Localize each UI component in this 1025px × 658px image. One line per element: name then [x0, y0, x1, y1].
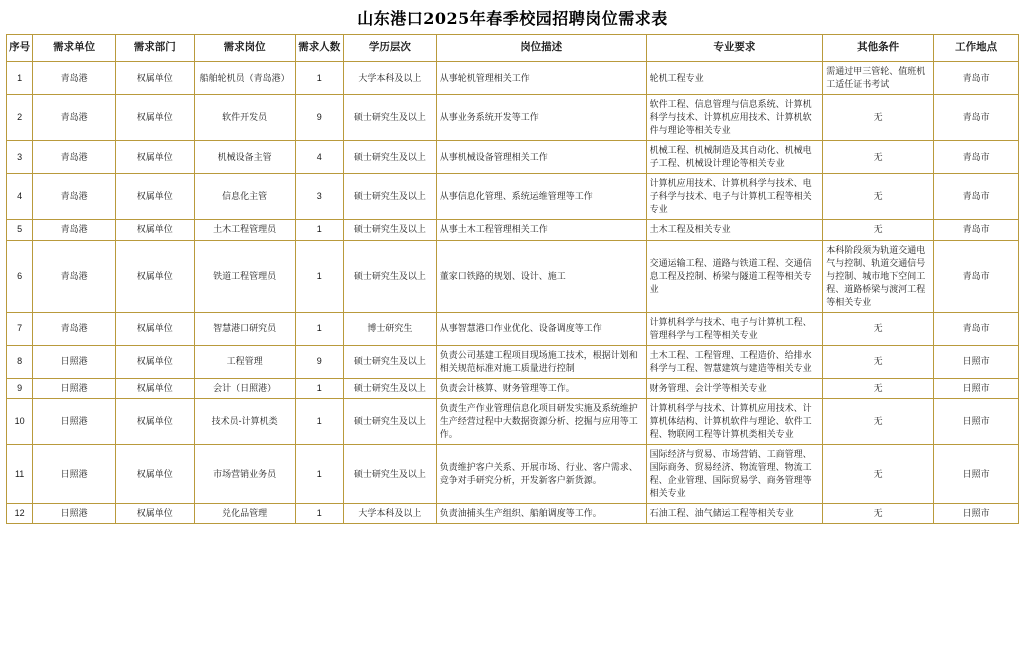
- cell-seq: 3: [7, 141, 33, 174]
- column-header-dept: 需求部门: [115, 35, 194, 62]
- cell-seq: 1: [7, 62, 33, 95]
- cell-seq: 8: [7, 345, 33, 378]
- table-row: [7, 141, 1019, 174]
- cell-seq: 11: [7, 445, 33, 504]
- table-row: [7, 445, 1019, 504]
- cell-unit: 日照港: [33, 504, 116, 524]
- cell-major: 国际经济与贸易、市场营销、工商管理、国际商务、贸易经济、物流管理、物流工程、企业管理、国际贸易学、商务管理等相关专业: [646, 445, 823, 504]
- cell-major: 石油工程、油气储运工程等相关专业: [646, 504, 823, 524]
- cell-desc: 从事信息化管理、系统运维管理等工作: [436, 174, 646, 220]
- cell-dept: 权属单位: [115, 240, 194, 312]
- cell-unit: 青岛港: [33, 220, 116, 240]
- cell-dept: 权属单位: [115, 174, 194, 220]
- cell-dept: 权属单位: [115, 141, 194, 174]
- cell-num: 9: [295, 95, 343, 141]
- cell-desc: 从事土木工程管理相关工作: [436, 220, 646, 240]
- cell-dept: 权属单位: [115, 445, 194, 504]
- cell-post: 市场营销业务员: [194, 445, 295, 504]
- table-header-row: [7, 35, 1019, 62]
- cell-post: 软件开发员: [194, 95, 295, 141]
- column-header-seq: 序号: [7, 35, 33, 62]
- table-row: [7, 62, 1019, 95]
- cell-dept: 权属单位: [115, 312, 194, 345]
- cell-post: 船舶轮机员（青岛港）: [194, 62, 295, 95]
- recruitment-requirements-table: [6, 34, 1019, 524]
- cell-other: 无: [823, 174, 934, 220]
- cell-num: 1: [295, 378, 343, 398]
- table-body: [7, 62, 1019, 524]
- table-row: [7, 220, 1019, 240]
- cell-dept: 权属单位: [115, 62, 194, 95]
- cell-seq: 6: [7, 240, 33, 312]
- cell-major: 土木工程、工程管理、工程造价、给排水科学与工程、智慧建筑与建造等相关专业: [646, 345, 823, 378]
- cell-desc: 从事业务系统开发等工作: [436, 95, 646, 141]
- cell-seq: 10: [7, 398, 33, 444]
- cell-seq: 9: [7, 378, 33, 398]
- table-row: [7, 174, 1019, 220]
- table-row: [7, 95, 1019, 141]
- column-header-post: 需求岗位: [194, 35, 295, 62]
- cell-unit: 日照港: [33, 378, 116, 398]
- cell-post: 兑化品管理: [194, 504, 295, 524]
- cell-other: 无: [823, 504, 934, 524]
- cell-unit: 日照港: [33, 398, 116, 444]
- cell-edu: 硕士研究生及以上: [343, 398, 436, 444]
- cell-edu: 硕士研究生及以上: [343, 174, 436, 220]
- cell-other: 无: [823, 95, 934, 141]
- cell-num: 1: [295, 240, 343, 312]
- cell-unit: 日照港: [33, 345, 116, 378]
- cell-unit: 青岛港: [33, 62, 116, 95]
- cell-major: 机械工程、机械制造及其自动化、机械电子工程、机械设计理论等相关专业: [646, 141, 823, 174]
- cell-place: 日照市: [934, 345, 1019, 378]
- cell-place: 青岛市: [934, 312, 1019, 345]
- cell-num: 1: [295, 62, 343, 95]
- cell-dept: 权属单位: [115, 345, 194, 378]
- cell-num: 9: [295, 345, 343, 378]
- cell-other: 无: [823, 378, 934, 398]
- cell-edu: 硕士研究生及以上: [343, 95, 436, 141]
- cell-place: 日照市: [934, 378, 1019, 398]
- cell-desc: 负责生产作业管理信息化项目研发实施及系统维护生产经营过程中大数据资源分析、挖掘与应用等工作。: [436, 398, 646, 444]
- cell-edu: 博士研究生: [343, 312, 436, 345]
- cell-other: 无: [823, 312, 934, 345]
- cell-seq: 5: [7, 220, 33, 240]
- cell-desc: 董家口铁路的规划、设计、施工: [436, 240, 646, 312]
- cell-other: 无: [823, 345, 934, 378]
- cell-desc: 从事轮机管理相关工作: [436, 62, 646, 95]
- cell-dept: 权属单位: [115, 378, 194, 398]
- cell-place: 日照市: [934, 504, 1019, 524]
- cell-dept: 权属单位: [115, 220, 194, 240]
- cell-major: 计算机科学与技术、计算机应用技术、计算机体结构、计算机软件与理论、软件工程、物联网工程等计算机类相关专业: [646, 398, 823, 444]
- cell-edu: 硕士研究生及以上: [343, 378, 436, 398]
- cell-place: 青岛市: [934, 220, 1019, 240]
- table-row: [7, 378, 1019, 398]
- cell-major: 计算机应用技术、计算机科学与技术、电子科学与技术、电子与计算机工程等相关专业: [646, 174, 823, 220]
- cell-desc: 负责油捕头生产组织、船舶调度等工作。: [436, 504, 646, 524]
- cell-other: 无: [823, 141, 934, 174]
- cell-edu: 大学本科及以上: [343, 62, 436, 95]
- cell-place: 青岛市: [934, 141, 1019, 174]
- cell-num: 1: [295, 398, 343, 444]
- cell-unit: 日照港: [33, 445, 116, 504]
- cell-dept: 权属单位: [115, 398, 194, 444]
- cell-place: 青岛市: [934, 95, 1019, 141]
- cell-seq: 2: [7, 95, 33, 141]
- cell-post: 技术员-计算机类: [194, 398, 295, 444]
- column-header-other: 其他条件: [823, 35, 934, 62]
- table-row: [7, 345, 1019, 378]
- cell-place: 日照市: [934, 445, 1019, 504]
- cell-edu: 硕士研究生及以上: [343, 445, 436, 504]
- cell-place: 青岛市: [934, 174, 1019, 220]
- cell-major: 计算机科学与技术、电子与计算机工程、管理科学与工程等相关专业: [646, 312, 823, 345]
- cell-unit: 青岛港: [33, 240, 116, 312]
- cell-seq: 4: [7, 174, 33, 220]
- cell-num: 3: [295, 174, 343, 220]
- cell-post: 工程管理: [194, 345, 295, 378]
- table-row: [7, 398, 1019, 444]
- column-header-edu: 学历层次: [343, 35, 436, 62]
- cell-edu: 硕士研究生及以上: [343, 345, 436, 378]
- page-title: 山东港口2025年春季校园招聘岗位需求表: [357, 9, 668, 28]
- cell-unit: 青岛港: [33, 141, 116, 174]
- cell-edu: 硕士研究生及以上: [343, 240, 436, 312]
- cell-place: 青岛市: [934, 62, 1019, 95]
- cell-other: 需通过甲三管轮、值班机工适任证书考试: [823, 62, 934, 95]
- table-row: [7, 240, 1019, 312]
- cell-num: 1: [295, 504, 343, 524]
- cell-seq: 7: [7, 312, 33, 345]
- cell-post: 智慧港口研究员: [194, 312, 295, 345]
- cell-unit: 青岛港: [33, 174, 116, 220]
- cell-dept: 权属单位: [115, 95, 194, 141]
- cell-other: 无: [823, 398, 934, 444]
- column-header-place: 工作地点: [934, 35, 1019, 62]
- column-header-unit: 需求单位: [33, 35, 116, 62]
- cell-desc: 从事机械设备管理相关工作: [436, 141, 646, 174]
- column-header-num: 需求人数: [295, 35, 343, 62]
- cell-unit: 青岛港: [33, 95, 116, 141]
- cell-post: 会计（日照港）: [194, 378, 295, 398]
- cell-unit: 青岛港: [33, 312, 116, 345]
- cell-other: 本科阶段须为轨道交通电气与控制、轨道交通信号与控制、城市地下空间工程、道路桥梁与渡河工程等相关专业: [823, 240, 934, 312]
- cell-place: 日照市: [934, 398, 1019, 444]
- cell-major: 交通运输工程、道路与铁道工程、交通信息工程及控制、桥梁与隧道工程等相关专业: [646, 240, 823, 312]
- column-header-major: 专业要求: [646, 35, 823, 62]
- cell-edu: 硕士研究生及以上: [343, 141, 436, 174]
- cell-num: 1: [295, 220, 343, 240]
- cell-desc: 负责会计核算、财务管理等工作。: [436, 378, 646, 398]
- cell-edu: 硕士研究生及以上: [343, 220, 436, 240]
- cell-place: 青岛市: [934, 240, 1019, 312]
- cell-other: 无: [823, 220, 934, 240]
- cell-dept: 权属单位: [115, 504, 194, 524]
- cell-post: 土木工程管理员: [194, 220, 295, 240]
- cell-edu: 大学本科及以上: [343, 504, 436, 524]
- cell-num: 1: [295, 445, 343, 504]
- cell-major: 土木工程及相关专业: [646, 220, 823, 240]
- table-row: [7, 312, 1019, 345]
- cell-major: 财务管理、会计学等相关专业: [646, 378, 823, 398]
- cell-num: 1: [295, 312, 343, 345]
- cell-post: 铁道工程管理员: [194, 240, 295, 312]
- cell-major: 软件工程、信息管理与信息系统、计算机科学与技术、计算机应用技术、计算机软件与理论等相关专业: [646, 95, 823, 141]
- cell-desc: 负责维护客户关系、开展市场、行业、客户需求、竞争对手研究分析，开发新客户新货源。: [436, 445, 646, 504]
- cell-other: 无: [823, 445, 934, 504]
- table-row: [7, 504, 1019, 524]
- cell-post: 机械设备主管: [194, 141, 295, 174]
- cell-num: 4: [295, 141, 343, 174]
- cell-major: 轮机工程专业: [646, 62, 823, 95]
- cell-seq: 12: [7, 504, 33, 524]
- cell-post: 信息化主管: [194, 174, 295, 220]
- cell-desc: 负责公司基建工程项目现场施工技术，根据计划和相关规范标准对施工质量进行控制: [436, 345, 646, 378]
- column-header-desc: 岗位描述: [436, 35, 646, 62]
- cell-desc: 从事智慧港口作业优化、设备调度等工作: [436, 312, 646, 345]
